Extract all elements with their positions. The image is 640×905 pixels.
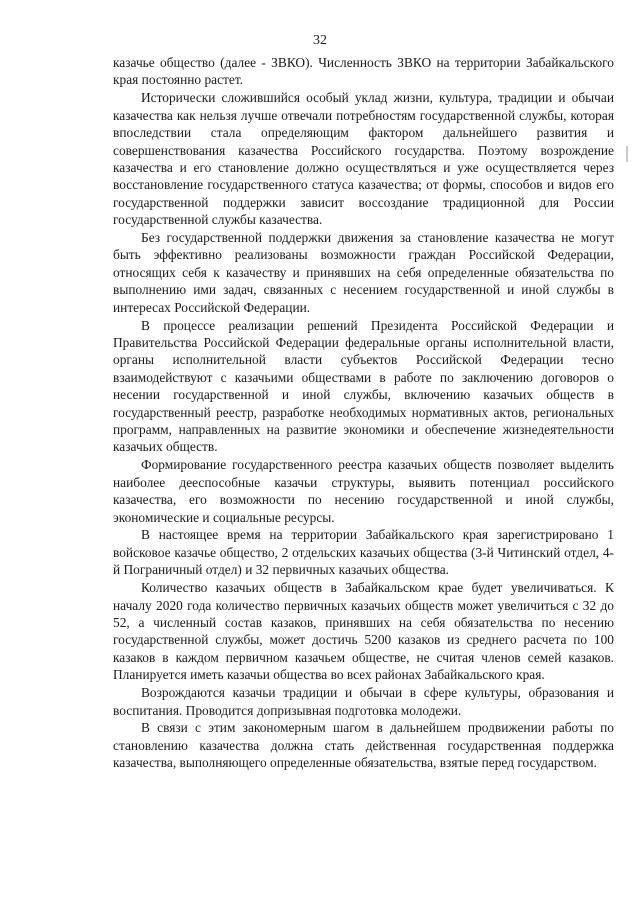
paragraph-traditions-revival: Возрождаются казачьи традиции и обычаи в сфере культуры, образования и воспитания. Проводится допризывная подготовка молодежи. (113, 685, 614, 718)
paragraph-registered-societies: В настоящее время на территории Забайкальского края зарегистрировано 1 войсковое казачье общество, 2 отдельских казачьих общества (3-й Читинский отдел, 4-й Пограничный отдел) и 32 первичных казачьих общества. (113, 527, 614, 578)
paragraph-number-of-societies: Количество казачьих обществ в Забайкальском крае будет увеличиваться. К началу 2020 года количество первичных казачьих обществ может увеличиться с 32 до 52, а численный состав казаков, принявших на себя обязательства по несению государственной службы, может достичь 5200 казаков из среднего расчета по 100 казаков в каждом первичном казачьем обществе, не считая членов семей казаков. Планируется иметь казачьи общества во всех районах Забайкальского края. (113, 580, 614, 683)
paragraph-continuation: казачье общество (далее - ЗВКО). Численность ЗВКО на территории Забайкальского края постоянно растет. (113, 55, 614, 88)
scan-margin-mark (626, 146, 628, 162)
paragraph-historical-way-of-life: Исторически сложившийся особый уклад жизни, культура, традиции и обычаи казачества как нельзя лучше отвечали потребностям государственной службы, которая впоследствии стала определяющим фактором дальнейшего развития и совершенствования казачества Российского государства. Поэтому возрождение казачества и его становление должно осуществляться и уже осуществляется через восстановление государственного статуса казачества; от формы, способов и видов его государственной поддержки зависит воссоздание традиционной для России государственной службы казачества. (113, 90, 614, 228)
paragraph-state-support: Без государственной поддержки движения за становление казачества не могут быть эффективно реализованы возможности граждан Российской Федерации, относящих себя к казачеству и принявших на себя определенные обязательства по выполнению ими задач, связанных с несением государственной и иной службы в интересах Российской Федерации. (113, 230, 614, 315)
paragraph-implementation-of-decisions: В процессе реализации решений Президента Российской Федерации и Правительства Российской Федерации федеральные органы исполнительной власти, органы исполнительной власти субъектов Российской Федерации тесно взаимодействуют с казачьими обществами в работе по заключению договоров о несении государственной и иной службы, включению казачьих обществ в государственный реестр, разработке необходимых нормативных актов, региональных программ, направленных на развитие экономики и обеспечение жизнедеятельности казачьих обществ. (113, 317, 614, 455)
page-number: 32 (313, 33, 327, 48)
document-body (113, 54, 614, 772)
paragraph-state-register: Формирование государственного реестра казачьих обществ позволяет выделить наиболее дееспособные казачьи структуры, выявить потенциал российского казачества, его возможности по несению государственной и иной службы, экономические и социальные ресурсы. (113, 457, 614, 525)
paragraph-next-step: В связи с этим закономерным шагом в дальнейшем продвижении работы по становлению казачества должна стать действенная государственная поддержка казачества, выполняющего определенные обязательства, взятые перед государством. (113, 720, 614, 771)
